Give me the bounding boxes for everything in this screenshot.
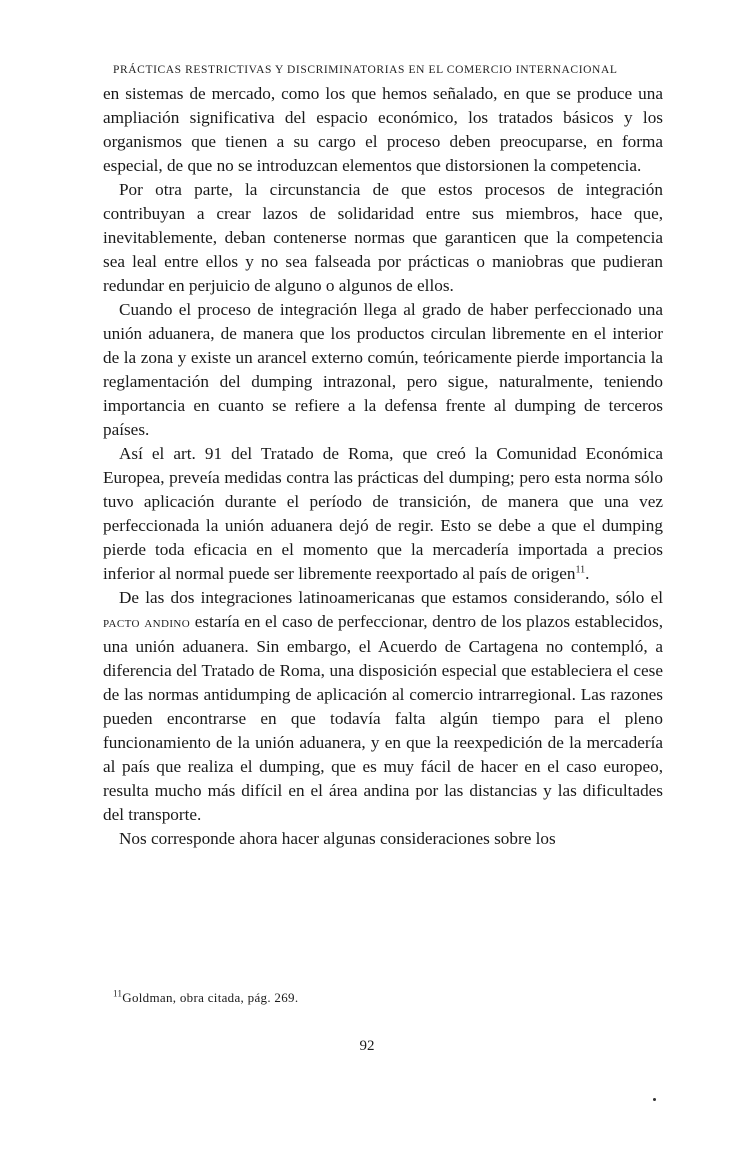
paragraph: Por otra parte, la circunstancia de que estos procesos de integración contribuyan a crear lazos de solidaridad entre sus miembros, hace que, inevitablemente, deban contenerse normas que garanticen que la competencia sea leal entre ellos y no sea falseada por prácticas o maniobras que pudieran redundar en perjuicio de alguno o algunos de ellos. xyxy=(103,180,663,295)
paragraph xyxy=(103,442,663,586)
footnote-marker: 11 xyxy=(113,988,123,999)
paragraph: en sistemas de mercado, como los que hemos señalado, en que se produce una ampliación significativa del espacio económico, los tratados básicos y los organismos que tienen a su cargo el proceso deben preocuparse, en forma especial, de que no se introduzcan elementos que distorsionen la competencia. xyxy=(103,84,663,175)
running-head: PRÁCTICAS RESTRICTIVAS Y DISCRIMINATORIAS EN EL COMERCIO INTERNACIONAL xyxy=(113,64,618,76)
paragraph xyxy=(103,586,663,827)
footnote-reference[interactable]: 11 xyxy=(575,564,586,576)
paragraph-text: De las dos integraciones latinoamericanas que estamos considerando, sólo el xyxy=(119,588,663,607)
paragraph-end-punctuation: . xyxy=(585,564,590,583)
paragraph: Nos corresponde ahora hacer algunas consideraciones sobre los xyxy=(119,829,556,848)
paragraph: Cuando el proceso de integración llega al grado de haber perfeccionado una unión aduanera, de manera que los productos circulan libremente en el interior de la zona y existe un arancel externo común, teóricamente pierde importancia la reglamentación del dumping intrazonal, pero sigue, naturalmente, teniendo importancia en cuanto se refiere a la defensa frente al dumping de terceros países. xyxy=(103,300,663,439)
page-number: 92 xyxy=(359,1038,375,1054)
footnote-text: Goldman, obra citada, pág. 269. xyxy=(122,990,299,1005)
body-text xyxy=(103,82,663,851)
paragraph-text: estaría en el caso de perfeccionar, dentro de los plazos establecidos, una unión aduanera. Sin embargo, el Acuerdo de Cartagena no contempló, a diferencia del Tratado de Roma, una disposición especial que estableciera el cese de las normas antidumping de aplicación al comercio intrarregional. Las razones pueden encontrarse en que todavía falta algún tiempo para el pleno funcionamiento de la unión aduanera, y en que la reexpedición de la mercadería al país que realiza el dumping, que es muy fácil de hacer en el caso europeo, resulta mucho más difícil en el área andina por las distancias y las dificultades del transporte. xyxy=(103,612,663,824)
pacto-andino-smallcaps: pacto andino xyxy=(103,615,191,631)
footnote xyxy=(113,990,298,1006)
paragraph-text: Así el art. 91 del Tratado de Roma, que creó la Comunidad Económica Europea, preveía medidas contra las prácticas del dumping; pero esta norma sólo tuvo aplicación durante el período de transición, de manera que una vez perfeccionada la unión aduanera dejó de regir. Esto se debe a que el dumping pierde toda eficacia en el momento que la mercadería importada a precios inferior al normal puede ser libremente reexportado al país de origen xyxy=(103,444,663,583)
print-speck xyxy=(653,1098,656,1101)
